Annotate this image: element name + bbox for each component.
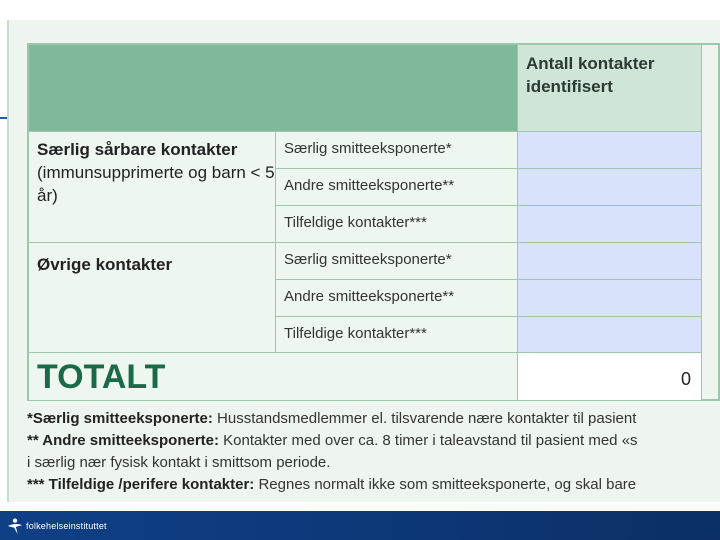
group-desc: (immunsupprimerte og barn < 5 år) [37,163,275,205]
footnote-label: *Særlig smitteeksponerte: [27,410,213,427]
group-title: Øvrige kontakter [37,255,173,274]
count-input[interactable] [518,206,702,243]
count-input[interactable] [518,243,702,280]
contacts-table [27,43,720,401]
table-row-label: Tilfeldige kontakter*** [276,206,518,243]
footnote-text: Husstandsmedlemmer el. tilsvarende nære kontakter til pasient [212,410,637,427]
fhi-logo-icon [6,517,24,535]
group-vulnerable [29,132,276,243]
group-other [29,243,276,353]
footnote-line [27,474,720,496]
footnote-label: *** Tilfeldige /perifere kontakter: [27,476,255,493]
total-label: TOTALT [29,353,518,401]
count-input[interactable] [518,280,702,317]
footnote-line [27,408,720,430]
table-row-label: Tilfeldige kontakter*** [276,317,518,353]
fhi-logo [6,517,107,535]
footnotes [27,408,720,496]
footnote-line [27,430,720,452]
count-input[interactable] [518,169,702,206]
group-title: Særlig sårbare kontakter [37,140,238,159]
logo-text: folkehelseinstituttet [26,521,107,531]
table-row-label: Særlig smitteeksponerte* [276,132,518,169]
count-input[interactable] [518,317,702,353]
table-row-label: Andre smitteeksponerte** [276,169,518,206]
table-row-label: Andre smitteeksponerte** [276,280,518,317]
table-row-label: Særlig smitteeksponerte* [276,243,518,280]
footnote-text: Kontakter med over ca. 8 timer i taleavstand til pasient med «s [219,432,638,449]
footnote-text: Regnes normalt ikke som smitteeksponerte, og skal bare [254,476,637,493]
footnote-line [27,452,720,474]
count-input[interactable] [518,132,702,169]
footnote-label: ** Andre smitteeksponerte: [27,432,219,449]
total-value: 0 [518,353,702,401]
footnote-text: i særlig nær fysisk kontakt i smittsom periode. [27,454,331,471]
table-header-blank [29,45,518,132]
table-header-count: Antall kontakter identifisert [518,45,702,132]
footer-bar [0,511,720,540]
